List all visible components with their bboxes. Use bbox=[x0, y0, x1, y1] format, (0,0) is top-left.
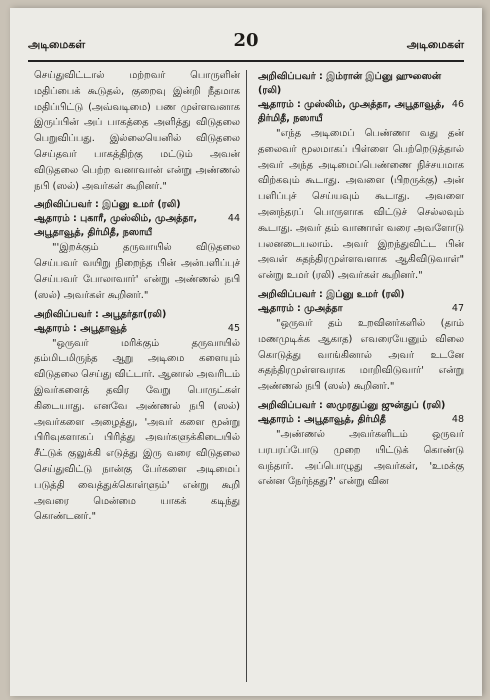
citation-block bbox=[258, 70, 464, 126]
paragraph: செய்துவிட்டால் மற்றவர் பொருளின் மதிப்பைக் கூடுதல், குறைவு இன்றி நீதமாக மதிப்பிட்டு (அவ்வடிமை) பண முள்ளவனாக இருப்பின் அப் பாகத்தை அளித்து விடுதலை பெறுவிப்பது. இல்லையெனில் விடுதலை செய்தவர் பாகத்திற்கு மட்டும் அவன் விடுதலை பெற்ற வனாவான் என்று அண்ணல் நபி (ஸல்) அவர்கள் கூறினர்." bbox=[34, 70, 240, 192]
left-column bbox=[34, 68, 240, 529]
hadith-number: 47 bbox=[451, 302, 464, 314]
source: 46 ஆதாரம் : முஸ்லிம், முஅத்தா, அபூதாவூத், திர்மிதீ, நஸாயீ bbox=[258, 99, 464, 124]
page-header bbox=[28, 30, 464, 60]
narrator: அறிவிப்பவர் : இம்ரான் இப்னு ஹுஸைன் (ரலி) bbox=[258, 71, 442, 96]
citation-block bbox=[34, 198, 240, 240]
citation-block bbox=[258, 288, 464, 316]
narrator: அறிவிப்பவர் : இப்னு உமர் (ரலி) bbox=[258, 288, 405, 300]
source: 47 ஆதாரம் : முஅத்தா bbox=[258, 302, 464, 314]
source: 48 ஆதாரம் : அபூதாவூத், திர்மிதீ bbox=[258, 413, 464, 425]
paragraph: "ஒருவர் தம் உறவினர்களில் (தாம் மணமுடிக்க ஆகாத) எவரையேனும் விலை கொடுத்து வாங்கினால் அவர் உடனே சுதந்திரமுள்ளவராக மாறிவிடுவார்' என்று அண்ணல் நபி (ஸல்) கூறினர்." bbox=[258, 317, 464, 393]
page-number: 20 bbox=[233, 30, 259, 51]
paragraph: "அண்ணல் அவர்களிடம் ஒருவர் பரபரப்போடு முறை யிட்டுக் கொண்டு வந்தார். அப்பொழுது அவர்கள், 'உமக்கு என்ன நேர்ந்தது?' என்று வின bbox=[258, 428, 464, 488]
paragraph: "எந்த அடிமைப் பெண்ணா வது தன் தலைவர் மூலமாகப் பிள்ளை பெற்றெடுத்தால் அவர் அந்த அடிமைப்பெண்ணை நிச்சயமாக விற்கவும் கூடாது. அவளை (பிறருக்கு) அன் பளிப்புச் செய்யவும் கூடாது. அவளை அனந்தரப் பொருளாக விட்டுச் செல்லவும் கூடாது. அவர் தம் வாணாள் வரை அவளோடு பலனடையலாம். அவர் இறந்துவிட்ட பின் அவள் சுதந்திரமுள்ளவளாக ஆகிவிடுவாள்" என்று உமர் (ரலி) அவர்கள் கூறினர்." bbox=[258, 128, 464, 282]
source: 45 ஆதாரம் : அபூதாவூத் bbox=[34, 322, 240, 334]
hadith-number: 45 bbox=[227, 322, 240, 334]
hadith-number: 48 bbox=[451, 413, 464, 425]
narrator: அறிவிப்பவர் : அபூதர்தா(ரலி) bbox=[34, 308, 167, 320]
paragraph: "ஒருவர் மரிக்கும் தருவாயில் தம்மிடமிருந்த ஆறு அடிமை களையும் விடுதலை செய்து விட்டார். ஆனால் அவரிடம் இவர்களைத் தவிர வேறு பொருட்கள் கிடையாது. எனவே அண்ணல் நபி (ஸல்) அவர்களை அழைத்து, 'அவர் களை மூன்று பிரிவுகளாகப் பிரித்து அவர்களுக்கிடையில் சீட்டுக் குலுக்கி எடுத்து இரு வரை விடுதலை செய்துவிட்டு நான்கு பேர்களை அடிமைப் படுத்தி வைத்துக்கொள்ளும்' என்று கூறி அவரை மென்மை யாகக் கடிந்து கொண்டனர்." bbox=[34, 337, 240, 523]
narrator: அறிவிப்பவர் : ஸமுரதுப்னு ஜுன்துப் (ரலி) bbox=[258, 399, 446, 411]
column-divider bbox=[246, 70, 247, 682]
hadith-number: 44 bbox=[227, 213, 240, 225]
running-head-right: அடிமைகள் bbox=[406, 38, 464, 51]
right-column bbox=[258, 68, 464, 494]
source: 44 ஆதாரம் : புகாரீ, முஸ்லிம், முஅத்தா, அபூதாவூத், திர்மிதீ, நஸாயீ bbox=[34, 213, 240, 239]
running-head-left: அடிமைகள் bbox=[28, 38, 86, 51]
hadith-number: 46 bbox=[451, 99, 464, 110]
citation-block bbox=[258, 399, 464, 427]
citation-block bbox=[34, 308, 240, 336]
book-page bbox=[10, 8, 482, 696]
header-rule bbox=[28, 60, 464, 62]
paragraph: "'இறக்கும் தருவாயில் விடுதலை செய்பவர் வயிறு நிறைந்த பின் அன்பளிப்புச் செய்பவர் போலாவார்' என்று அண்ணல் நபி (ஸல்) அவர்கள் கூறினர்." bbox=[34, 242, 240, 301]
narrator: அறிவிப்பவர் : இப்னு உமர் (ரலி) bbox=[34, 199, 181, 211]
